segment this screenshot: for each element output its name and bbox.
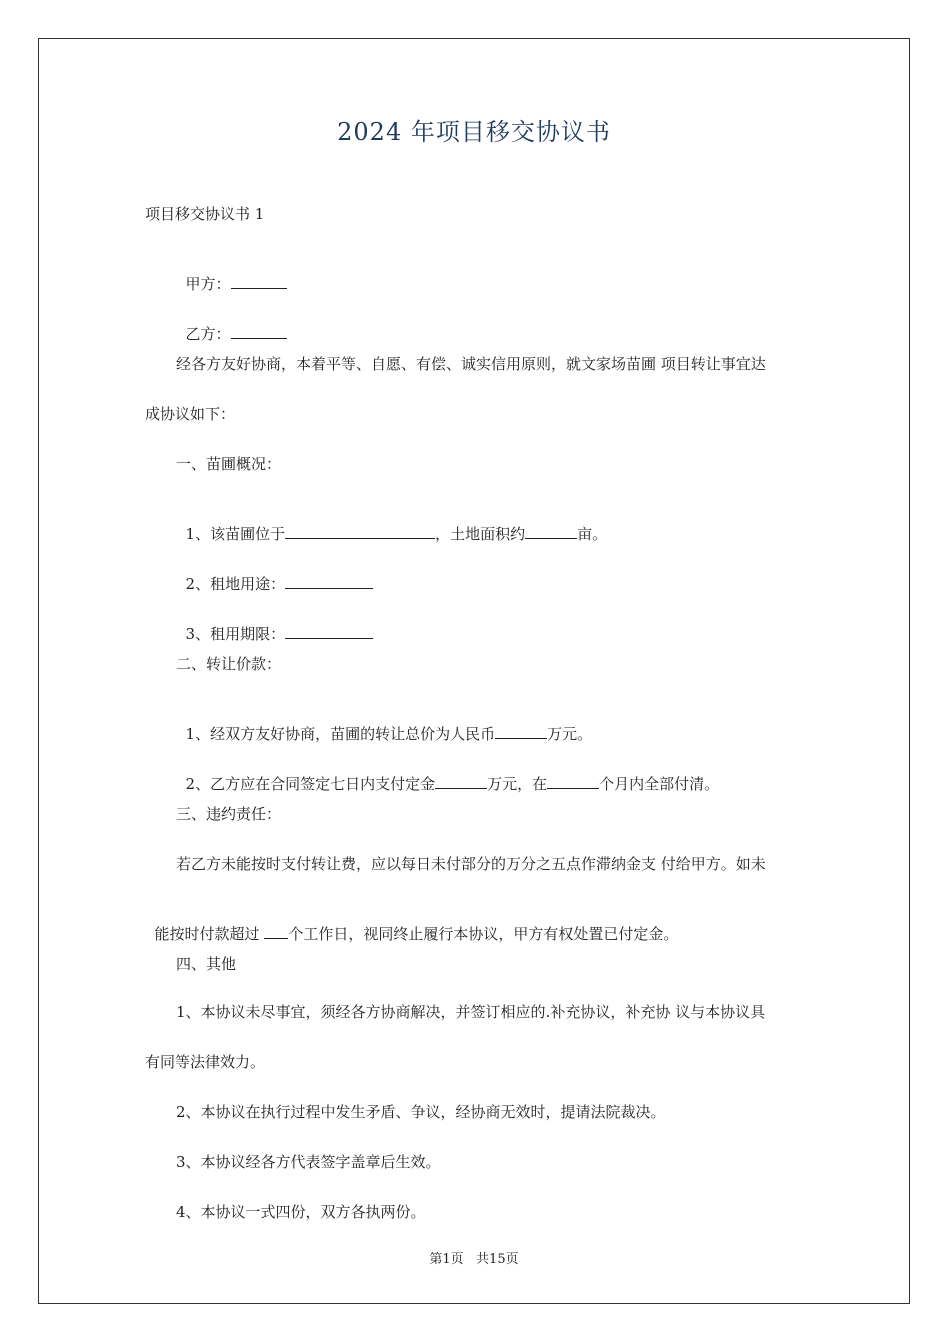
workdays-blank xyxy=(264,924,288,939)
clause-2-2-text-c: 个月内全部付清。 xyxy=(599,775,720,793)
page-number-footer: 第1页 共15页 xyxy=(429,1252,519,1267)
months-blank xyxy=(547,774,599,789)
location-blank xyxy=(285,524,435,539)
section-2-heading: 二、转让价款： xyxy=(176,655,282,673)
clause-2-1-text-b: 万元。 xyxy=(547,725,593,743)
clause-4-1-line-1: 1、本协议未尽事宜，须经各方协商解决，并签订相应的.补充协议，补充协 议与本协议具 xyxy=(176,1003,766,1021)
clause-1-2-label: 2、租地用途： xyxy=(185,575,286,593)
section-4-heading: 四、其他 xyxy=(176,955,237,973)
party-a-blank xyxy=(231,274,287,289)
deposit-blank xyxy=(435,774,487,789)
section-1-heading: 一、苗圃概况： xyxy=(176,455,282,473)
clause-1-2 xyxy=(176,554,373,594)
clause-4-4: 4、本协议一式四份，双方各执两份。 xyxy=(176,1203,426,1221)
clause-1-3 xyxy=(176,604,373,644)
area-blank xyxy=(525,524,577,539)
clause-3-text-a: 能按时付款超过 xyxy=(154,925,265,943)
clause-2-2-text-b: 万元，在 xyxy=(487,775,548,793)
intro-paragraph-line-1: 经各方友好协商，本着平等、自愿、有偿、诚实信用原则，就文家场苗圃 项目转让事宜达 xyxy=(176,355,766,373)
clause-3-line-1: 若乙方未能按时支付转让费，应以每日未付部分的万分之五点作滞纳金支 付给甲方。如未 xyxy=(176,855,766,873)
section-3-heading: 三、违约责任： xyxy=(176,805,282,823)
party-b-line xyxy=(176,304,287,344)
clause-1-1-text-c: 亩。 xyxy=(577,525,608,543)
intro-paragraph-line-2: 成协议如下： xyxy=(145,405,236,423)
clause-2-1-text-a: 1、经双方友好协商，苗圃的转让总价为人民币 xyxy=(185,725,496,743)
clause-1-1 xyxy=(176,504,607,544)
document-title: 2024 年项目移交协议书 xyxy=(337,118,611,146)
price-blank xyxy=(495,724,547,739)
party-a-line xyxy=(176,254,287,294)
clause-2-2 xyxy=(176,754,719,794)
clause-4-1-line-2: 有同等法律效力。 xyxy=(145,1053,266,1071)
clause-2-1 xyxy=(176,704,592,744)
party-a-label: 甲方： xyxy=(185,275,231,293)
clause-1-1-text-b: ，土地面积约 xyxy=(435,525,526,543)
lease-term-blank xyxy=(285,624,373,639)
clause-1-3-label: 3、租用期限： xyxy=(185,625,286,643)
clause-3-text-b: 个工作日，视同终止履行本协议，甲方有权处置已付定金。 xyxy=(288,925,679,943)
agreement-heading: 项目移交协议书 1 xyxy=(145,205,265,223)
party-b-blank xyxy=(231,324,287,339)
clause-4-3: 3、本协议经各方代表签字盖章后生效。 xyxy=(176,1153,441,1171)
clause-1-1-text-a: 1、该苗圃位于 xyxy=(185,525,286,543)
land-use-blank xyxy=(285,574,373,589)
clause-4-2: 2、本协议在执行过程中发生矛盾、争议，经协商无效时，提请法院裁决。 xyxy=(176,1103,666,1121)
party-b-label: 乙方： xyxy=(185,325,231,343)
clause-3-line-2 xyxy=(145,904,678,944)
clause-2-2-text-a: 2、乙方应在合同签定七日内支付定金 xyxy=(185,775,436,793)
